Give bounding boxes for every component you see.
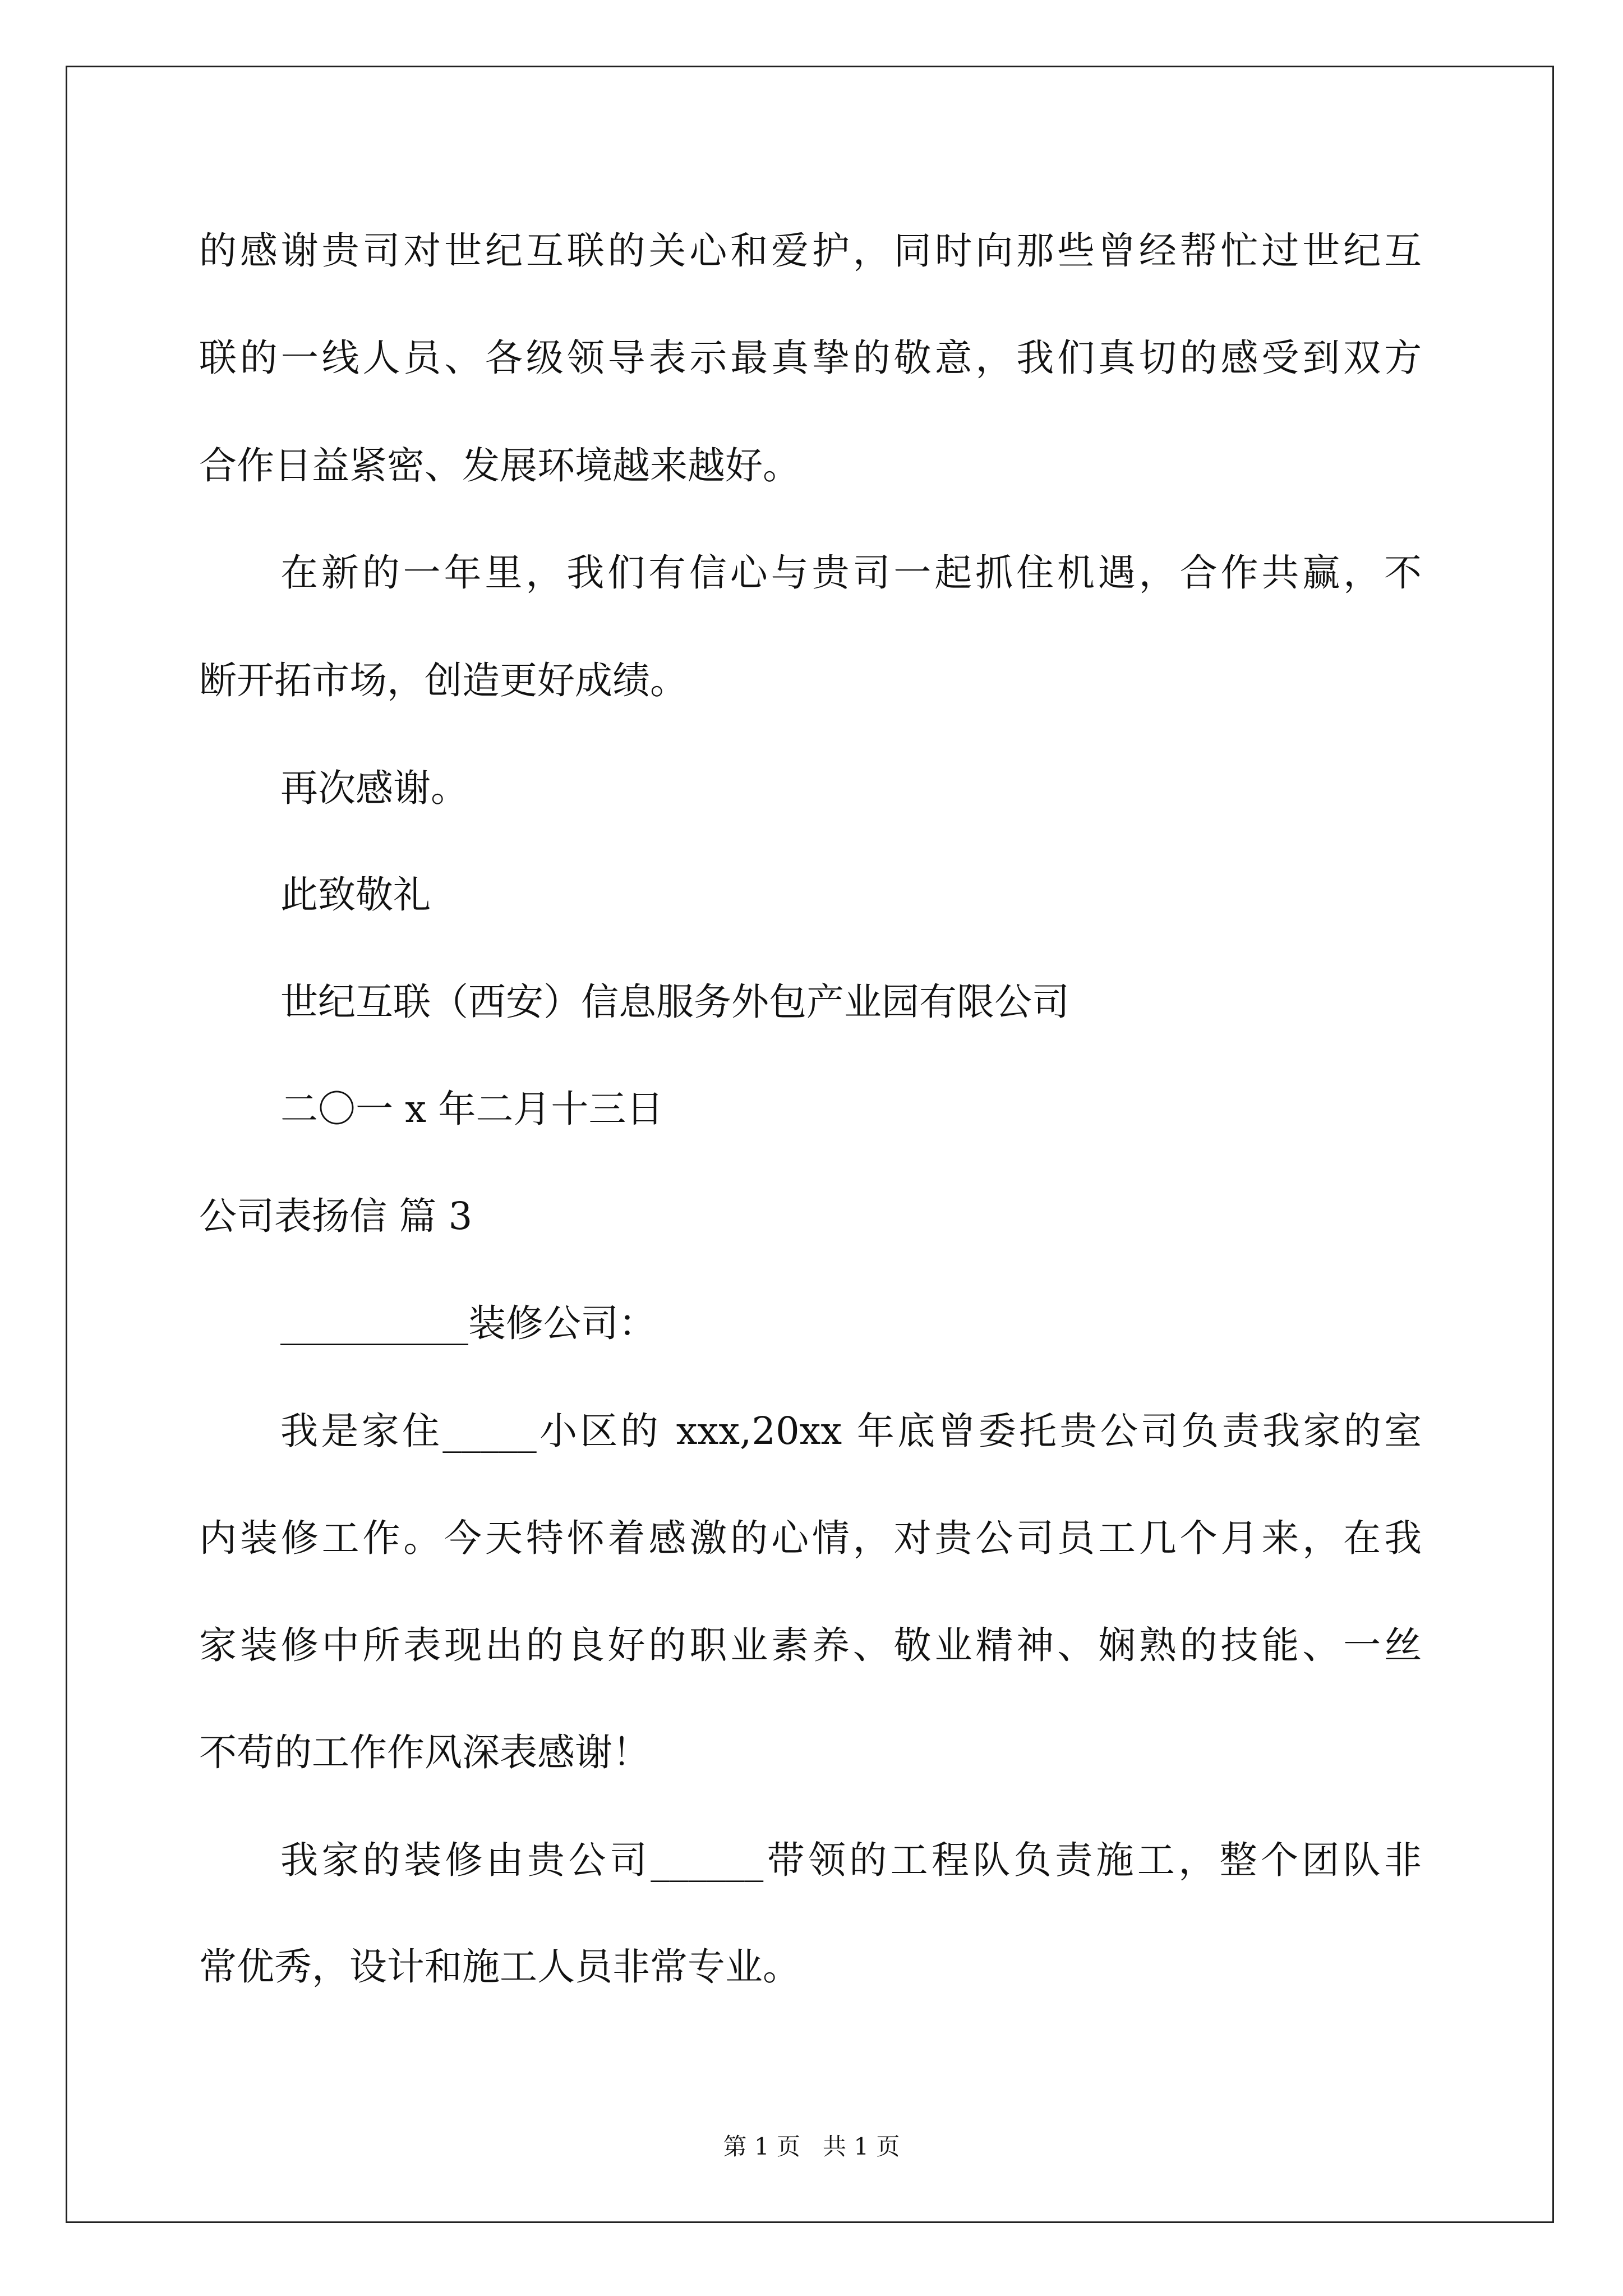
body-text-line: 的感谢贵司对世纪互联的关心和爱护，同时向那些曾经帮忙过世纪互: [199, 229, 1422, 273]
section-title: 公司表扬信 篇 3: [199, 1194, 473, 1238]
body-text-line: 内装修工作。今天特怀着感激的心情，对贵公司员工几个月来，在我: [199, 1516, 1422, 1560]
body-text-line: 常优秀，设计和施工人员非常专业。: [199, 1945, 800, 1989]
page-number-footer: 第 1 页 共 1 页: [723, 2133, 900, 2160]
page-border: [66, 66, 1554, 2223]
body-text-line: 我是家住_____小区的 xxx,20xx 年底曾委托贵公司负责我家的室: [280, 1409, 1422, 1453]
body-text-line: 我家的装修由贵公司______带领的工程队负责施工，整个团队非: [280, 1838, 1422, 1882]
body-text-line: 断开拓市场，创造更好成绩。: [199, 659, 688, 702]
letter-date: 二〇一 x 年二月十三日: [280, 1087, 664, 1131]
body-text-line: 不苟的工作作风深表感谢！: [199, 1731, 650, 1774]
body-text-line: 在新的一年里，我们有信心与贵司一起抓住机遇，合作共赢，不: [280, 551, 1422, 595]
company-signature: 世纪互联（西安）信息服务外包产业园有限公司: [280, 980, 1069, 1024]
body-text-line: 合作日益紧密、发展环境越来越好。: [199, 444, 800, 487]
letter-addressee: __________装修公司：: [280, 1301, 656, 1345]
body-text-line: 联的一线人员、各级领导表示最真挚的敬意，我们真切的感受到双方: [199, 336, 1422, 380]
closing-thanks: 再次感谢。: [280, 766, 468, 810]
body-text-line: 家装修中所表现出的良好的职业素养、敬业精神、娴熟的技能、一丝: [199, 1623, 1422, 1667]
salutation: 此致敬礼: [280, 873, 431, 917]
